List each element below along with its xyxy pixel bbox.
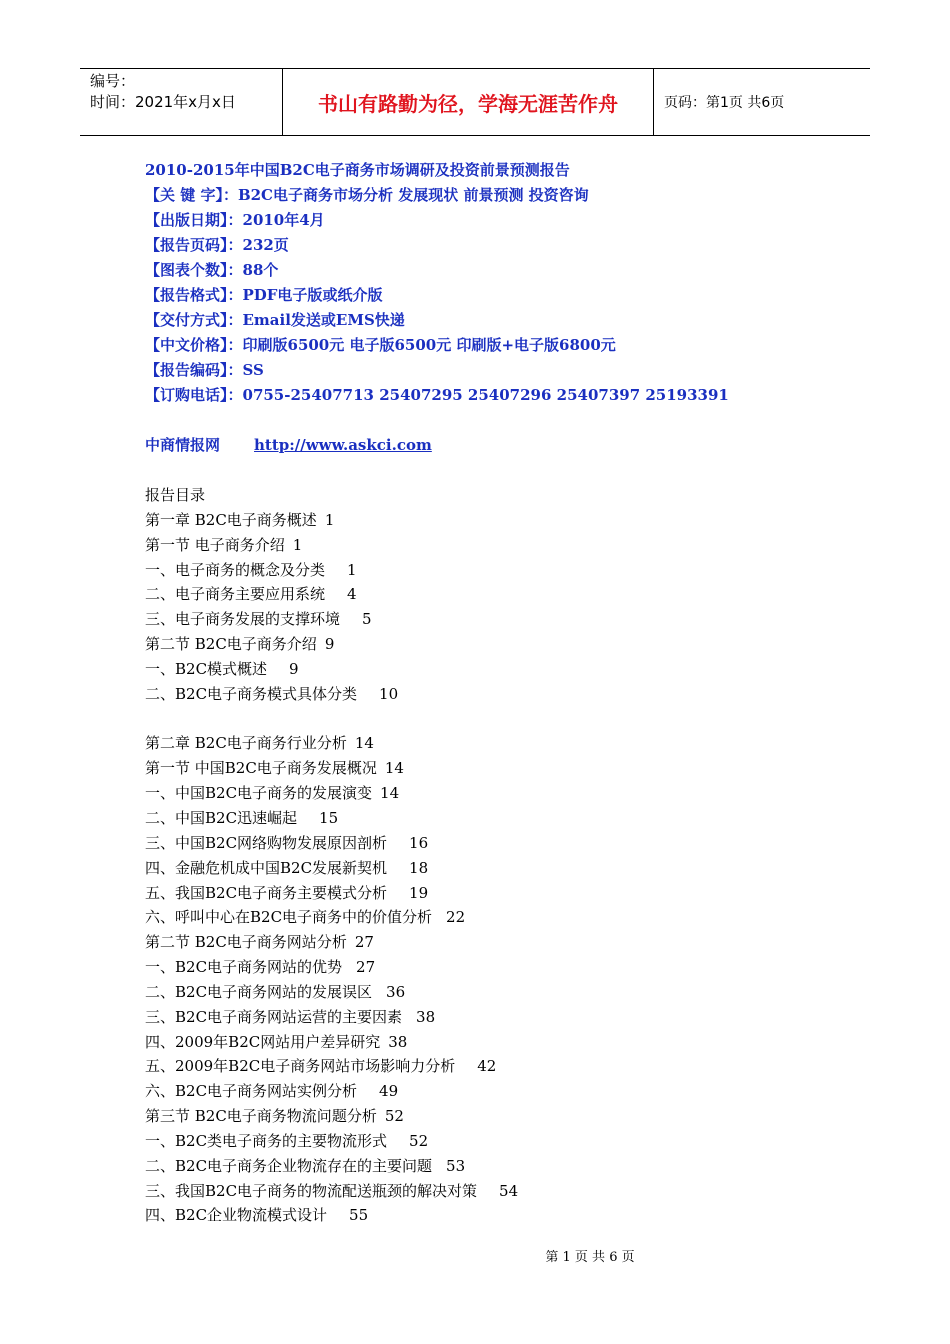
toc-entry-text: 二、电子商务主要应用系统 [145, 585, 326, 604]
toc-entry-page: 49 [379, 1082, 399, 1101]
toc-entry-text: 第三节 B2C电子商务物流问题分析 [145, 1107, 377, 1126]
toc-entry-text: 一、B2C类电子商务的主要物流形式 [145, 1131, 388, 1150]
info-lines [145, 183, 845, 408]
toc-rows [145, 508, 845, 1228]
toc-spacer [145, 707, 845, 732]
toc-row [145, 682, 845, 707]
footer-page-label: 第 1 页 共 6 页 [545, 1250, 635, 1265]
toc-row [145, 856, 845, 881]
toc-row [145, 632, 845, 657]
toc-row [145, 881, 845, 906]
toc-row [145, 1129, 845, 1154]
toc-entry-text: 第一节 中国B2C电子商务发展概况 [145, 759, 377, 778]
toc-row [145, 1079, 845, 1104]
toc-entry-page: 19 [409, 883, 429, 902]
toc-row [145, 1030, 845, 1055]
toc-entry-page: 38 [388, 1032, 408, 1051]
toc-entry-text: 一、中国B2C电子商务的发展演变 [145, 784, 373, 803]
toc-row [145, 657, 845, 682]
toc-row [145, 582, 845, 607]
toc-entry-page: 38 [416, 1007, 436, 1026]
toc-entry-page: 4 [347, 585, 357, 604]
toc-entry-text: 第二节 B2C电子商务网站分析 [145, 933, 347, 952]
info-line: 【图表个数】：88个 [145, 261, 279, 279]
toc-entry-text: 三、中国B2C网络购物发展原因剖析 [145, 833, 388, 852]
toc-entry-page: 5 [362, 610, 372, 629]
toc-row [145, 806, 845, 831]
toc-heading: 报告目录 [145, 486, 206, 504]
info-line: 【中文价格】：印刷版6500元 电子版6500元 印刷版+电子版6800元 [145, 336, 616, 354]
toc-entry-text: 一、B2C电子商务网站的优势 [145, 958, 343, 977]
toc-entry-page: 14 [354, 734, 374, 753]
toc-entry-page: 16 [409, 833, 429, 852]
toc-entry-text: 四、2009年B2C网站用户差异研究 [145, 1032, 381, 1051]
toc-entry-page: 14 [380, 784, 400, 803]
toc-row [145, 533, 845, 558]
toc-entry-page: 22 [446, 908, 466, 927]
toc-row [145, 831, 845, 856]
number-label: 编号： [90, 72, 136, 90]
toc-row [145, 905, 845, 930]
toc-row [145, 731, 845, 756]
toc-entry-page: 53 [446, 1156, 466, 1175]
info-line: 【报告格式】：PDF电子版或纸介版 [145, 286, 383, 304]
toc-entry-text: 第一节 电子商务介绍 [145, 535, 285, 554]
toc-entry-page: 52 [384, 1107, 404, 1126]
toc-entry-page: 55 [349, 1206, 369, 1225]
toc-entry-page: 52 [409, 1131, 429, 1150]
toc-row [145, 1054, 845, 1079]
toc-row [145, 1154, 845, 1179]
info-line: 【交付方式】：Email发送或EMS快递 [145, 311, 405, 329]
report-title: 2010-2015年中国B2C电子商务市场调研及投资前景预测报告 [145, 161, 570, 179]
site-url-link[interactable]: http://www.askci.com [254, 436, 432, 454]
toc-entry-page: 36 [386, 982, 406, 1001]
toc-entry-text: 三、电子商务发展的支撑环境 [145, 610, 341, 629]
toc-entry-text: 六、B2C电子商务网站实例分析 [145, 1082, 358, 1101]
toc-entry-text: 二、B2C电子商务模式具体分类 [145, 684, 358, 703]
info-line: 【出版日期】：2010年4月 [145, 211, 325, 229]
page-footer [0, 1246, 950, 1265]
toc-entry-text: 二、中国B2C迅速崛起 [145, 808, 298, 827]
toc-entry-page: 9 [289, 659, 299, 678]
toc-row [145, 1179, 845, 1204]
toc-entry-page: 27 [356, 958, 376, 977]
toc-entry-page: 54 [499, 1181, 519, 1200]
toc-entry-text: 四、金融危机成中国B2C发展新契机 [145, 858, 388, 877]
toc-entry-text: 五、2009年B2C电子商务网站市场影响力分析 [145, 1057, 456, 1076]
toc-row [145, 980, 845, 1005]
toc-entry-text: 一、B2C模式概述 [145, 659, 268, 678]
toc-row [145, 508, 845, 533]
toc-entry-text: 三、我国B2C电子商务的物流配送瓶颈的解决对策 [145, 1181, 478, 1200]
toc-entry-page: 15 [319, 808, 339, 827]
toc-row [145, 558, 845, 583]
toc-row [145, 756, 845, 781]
toc-entry-page: 1 [292, 535, 303, 554]
toc-entry-text: 四、B2C企业物流模式设计 [145, 1206, 328, 1225]
toc-entry-page: 14 [384, 759, 404, 778]
info-line: 【报告页码】：232页 [145, 236, 289, 254]
header-page-label: 页码：第1页 共6页 [664, 95, 785, 111]
toc-entry-text: 六、呼叫中心在B2C电子商务中的价值分析 [145, 908, 433, 927]
toc-entry-text: 第二章 B2C电子商务行业分析 [145, 734, 347, 753]
toc-entry-text: 五、我国B2C电子商务主要模式分析 [145, 883, 388, 902]
info-line: 【订购电话】：0755-25407713 25407295 25407296 25407397 25193391 [145, 386, 729, 404]
date-label: 时间：2021年x月x日 [90, 93, 236, 111]
toc-entry-text: 第一章 B2C电子商务概述 [145, 510, 317, 529]
toc-row [145, 1203, 845, 1228]
toc-row [145, 930, 845, 955]
toc-entry-text: 第二节 B2C电子商务介绍 [145, 635, 317, 654]
info-line: 【关 键 字】：B2C电子商务市场分析 发展现状 前景预测 投资咨询 [145, 186, 589, 204]
page-header [80, 68, 870, 136]
toc-row [145, 781, 845, 806]
site-line [145, 433, 845, 458]
toc-entry-text: 二、B2C电子商务网站的发展误区 [145, 982, 373, 1001]
toc-entry-text: 一、电子商务的概念及分类 [145, 560, 326, 579]
toc-row [145, 1005, 845, 1030]
toc-entry-page: 42 [477, 1057, 497, 1076]
report-content [145, 158, 845, 1228]
report-info [145, 158, 845, 408]
toc-entry-page: 9 [324, 635, 335, 654]
toc-entry-page: 10 [379, 684, 399, 703]
toc-entry-text: 二、B2C电子商务企业物流存在的主要问题 [145, 1156, 433, 1175]
toc-entry-page: 1 [347, 560, 357, 579]
toc-row [145, 955, 845, 980]
toc-row [145, 607, 845, 632]
info-line: 【报告编码】：SS [145, 361, 264, 379]
header-motto: 书山有路勤为径，学海无涯苦作舟 [282, 69, 654, 135]
toc-row [145, 1104, 845, 1129]
toc-entry-page: 27 [354, 933, 374, 952]
table-of-contents [145, 483, 845, 1228]
site-name: 中商情报网 [145, 436, 221, 454]
toc-entry-text: 三、B2C电子商务网站运营的主要因素 [145, 1007, 403, 1026]
header-meta [80, 69, 282, 135]
toc-entry-page: 18 [409, 858, 429, 877]
toc-entry-page: 1 [324, 510, 335, 529]
